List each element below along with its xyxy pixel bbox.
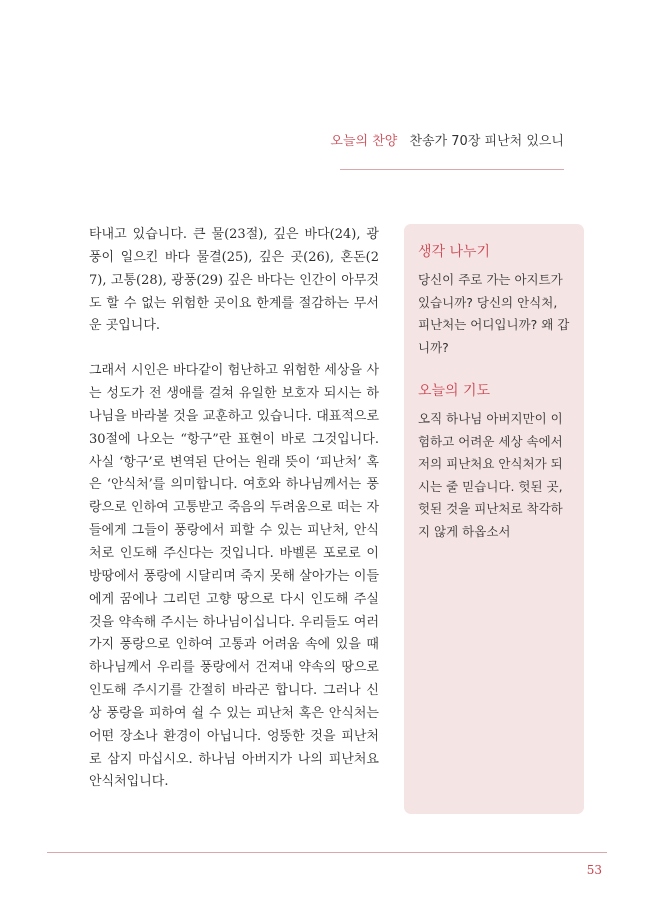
page-number: 53 bbox=[586, 863, 602, 877]
header-divider bbox=[340, 169, 564, 170]
prayer-heading: 오늘의 기도 bbox=[418, 383, 491, 399]
hymn-title: 찬송가 70장 피난처 있으니 bbox=[409, 134, 564, 149]
share-text: 당신이 주로 가는 아지트가 있습니까? 당신의 안식처, 피난처는 어디입니까? 왜 갑니까? bbox=[418, 272, 570, 355]
body-paragraph-1: 타내고 있습니다. 큰 물(23절), 깊은 바다(24), 광풍이 일으킨 바다 물결(25), 깊은 곳(26), 혼돈(27), 고통(28), 광풍(29) 깊은 바다는 인간이 아무것도 할 수 없는 위험한 곳이요 한계를 절감하는 무서운 곳입니다. bbox=[89, 227, 379, 334]
main-body bbox=[89, 224, 379, 794]
prayer-text: 오직 하나님 아버지만이 이 험하고 어려운 세상 속에서 저의 피난처요 안식처가 되시는 줄 믿습니다. 헛된 곳, 헛된 것을 피난처로 착각하지 않게 하옵소서 bbox=[418, 411, 563, 539]
body-paragraph-2: 그래서 시인은 바다같이 험난하고 위험한 세상을 사는 성도가 전 생애를 걸쳐 유일한 보호자 되시는 하나님을 바라볼 것을 교훈하고 있습니다. 대표적으로 30절에 나오는 “항구”란 표현이 바로 그것입니다. 사실 ‘항구’로 변역된 단어는 원래 뜻이 ‘피난처’ 혹은 ‘안식처’를 의미합니다. 여호와 하나님께서는 풍랑으로 인하여 고통받고 죽음의 두려움으로 떠는 자들에게 그들이 풍랑에서 피할 수 있는 피난처, 안식처로 인도해 주신다는 것입니다. 바벨론 포로로 이방땅에서 풍랑에 시달리며 죽지 못해 살아가는 이들에게 꿈에나 그리던 고향 땅으로 다시 인도해 주실 것을 약속해 주시는 하나님이십니다. 우리들도 여러가지 풍랑으로 인하여 고통과 어려움 속에 있을 때 하나님께서 우리를 풍랑에서 건져내 약속의 땅으로 인도해 주시기를 간절히 바라곤 합니다. 그러나 신상 풍랑을 피하여 쉴 수 있는 피난처 혹은 안식처는 어떤 장소나 환경이 아닙니다. 엉뚱한 것을 피난처로 삼지 마십시오. 하나님 아버지가 나의 피난처요 안식처입니다. bbox=[89, 363, 379, 790]
share-heading: 생각 나누기 bbox=[418, 244, 491, 260]
footer-divider bbox=[47, 852, 607, 853]
section-label: 오늘의 찬양 bbox=[330, 134, 398, 149]
running-header bbox=[330, 132, 564, 152]
sidebar-box bbox=[404, 224, 584, 814]
